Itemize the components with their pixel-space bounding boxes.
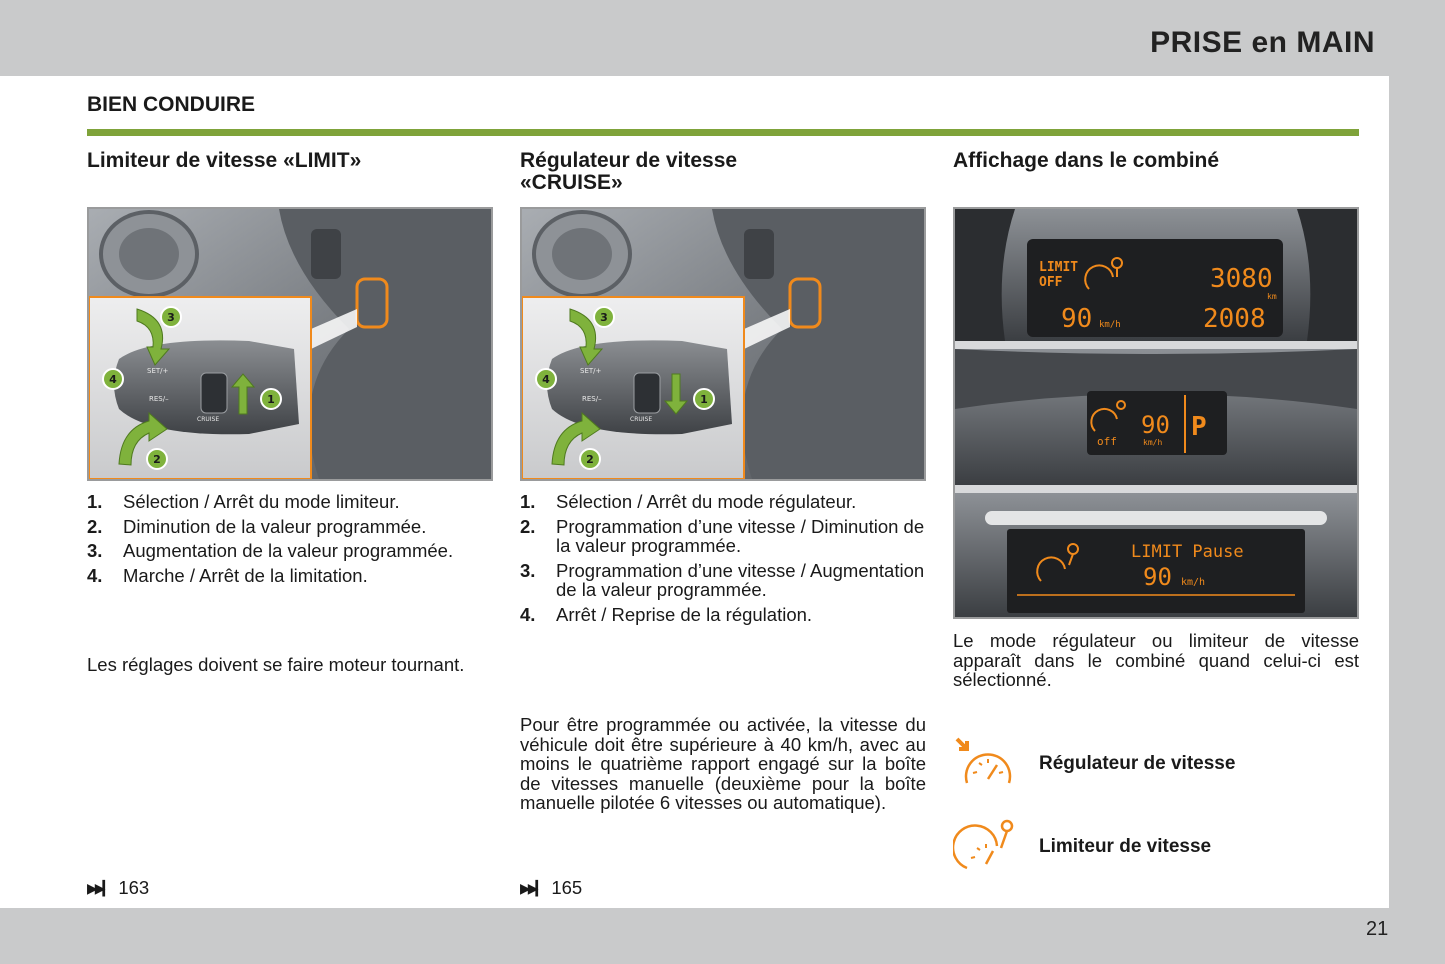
callout-4: 4 — [542, 373, 550, 386]
cruise-control-icon — [953, 735, 1017, 793]
column-speed-limiter — [87, 149, 493, 898]
page-header — [0, 0, 1445, 76]
lcd-off-label: OFF — [1039, 275, 1063, 290]
lcd-speed: 90 — [1141, 411, 1170, 439]
limiter-stalk-figure — [87, 207, 493, 481]
callout-4: 4 — [109, 373, 117, 386]
display-note: Le mode régulateur ou limiteur de vitesse apparaît dans le combiné quand celui-ci est sélectionné. — [953, 630, 1359, 690]
lcd-odometer-unit: km — [1267, 292, 1277, 301]
page-reference-number: 165 — [551, 877, 583, 898]
list-item: 1. Sélection / Arrêt du mode régulateur. — [520, 491, 857, 512]
legend-speed-limiter — [953, 818, 1212, 876]
lcd-speed-unit: km/h — [1143, 438, 1163, 447]
lcd-status: LIMIT Pause — [1131, 542, 1244, 562]
speed-limiter-icon — [953, 818, 1017, 876]
page-link-icon: ▶▶▎ — [520, 879, 544, 896]
limiter-function-list — [87, 492, 493, 590]
callout-1: 1 — [700, 393, 708, 406]
column-cruise-control — [520, 149, 926, 898]
stalk-set-label: SET/+ — [147, 367, 169, 375]
column-title: Limiteur de vitesse «LIMIT» — [87, 149, 362, 172]
section-title: BIEN CONDUIRE — [87, 93, 256, 116]
section-divider — [87, 129, 1359, 136]
list-item: 2. Diminution de la valeur programmée. — [87, 515, 427, 537]
stalk-mode-label: CRUISE — [197, 416, 220, 423]
lcd-off-label: off — [1097, 435, 1117, 448]
column-instrument-display — [953, 149, 1359, 857]
stalk-set-label: SET/+ — [580, 367, 602, 375]
cruise-stalk-figure — [520, 207, 926, 481]
lcd-speed-unit: km/h — [1099, 320, 1121, 330]
legend-label: Limiteur de vitesse — [1039, 836, 1212, 857]
lcd-trip: 2008 — [1203, 304, 1266, 334]
list-item: 3. Augmentation de la valeur programmée. — [87, 540, 454, 561]
instrument-cluster-figure — [953, 207, 1359, 619]
legend-label: Régulateur de vitesse — [1039, 753, 1236, 774]
cruise-note: Pour être programmée ou activée, la vitesse du véhicule doit être supérieure à 40 km/h, avec au moins le quatrième rapport engagé sur la boîte de vitesses manuelle (deuxième pour la boîte manuelle pilotée 6 vitesses ou automatique). — [520, 714, 926, 813]
page-number: 21 — [1366, 918, 1389, 940]
callout-1: 1 — [267, 393, 275, 406]
callout-2: 2 — [153, 453, 161, 466]
list-item: 1. Sélection / Arrêt du mode limiteur. — [87, 491, 400, 512]
page-reference[interactable] — [87, 877, 149, 899]
callout-2: 2 — [586, 453, 594, 466]
stalk-mode-label: CRUISE — [630, 416, 653, 423]
page-link-icon: ▶▶▎ — [87, 879, 111, 896]
list-item: 2. Programmation d’une vitesse / Diminution de la valeur programmée. — [520, 515, 925, 556]
column-title: Affichage dans le combiné — [953, 149, 1220, 172]
lcd-speed: 90 — [1061, 304, 1093, 334]
lcd-odometer: 3080 — [1210, 264, 1273, 294]
page-reference[interactable] — [520, 877, 582, 899]
page-reference-number: 163 — [118, 877, 150, 898]
lcd-limit-label: LIMIT — [1039, 260, 1079, 275]
column-title — [520, 150, 926, 194]
page-title: PRISE en MAIN — [1150, 26, 1375, 59]
lcd-speed-unit: km/h — [1181, 577, 1206, 588]
legend-cruise-control — [953, 735, 1236, 793]
limiter-note: Les réglages doivent se faire moteur tournant. — [87, 654, 465, 675]
list-item: 3. Programmation d’une vitesse / Augmentation de la valeur programmée. — [520, 559, 925, 600]
column-title-line-2: «CRUISE» — [520, 171, 623, 194]
lcd-speed: 90 — [1143, 563, 1172, 591]
column-title-line-1: Régulateur de vitesse — [520, 149, 738, 172]
lcd-gear: P — [1191, 412, 1207, 442]
stalk-res-label: RES/– — [149, 395, 169, 403]
cruise-function-list — [520, 492, 926, 629]
callout-3: 3 — [167, 311, 175, 324]
list-item: 4. Marche / Arrêt de la limitation. — [87, 564, 368, 586]
stalk-res-label: RES/– — [582, 395, 602, 403]
list-item: 4. Arrêt / Reprise de la régulation. — [520, 603, 813, 625]
callout-3: 3 — [600, 311, 608, 324]
